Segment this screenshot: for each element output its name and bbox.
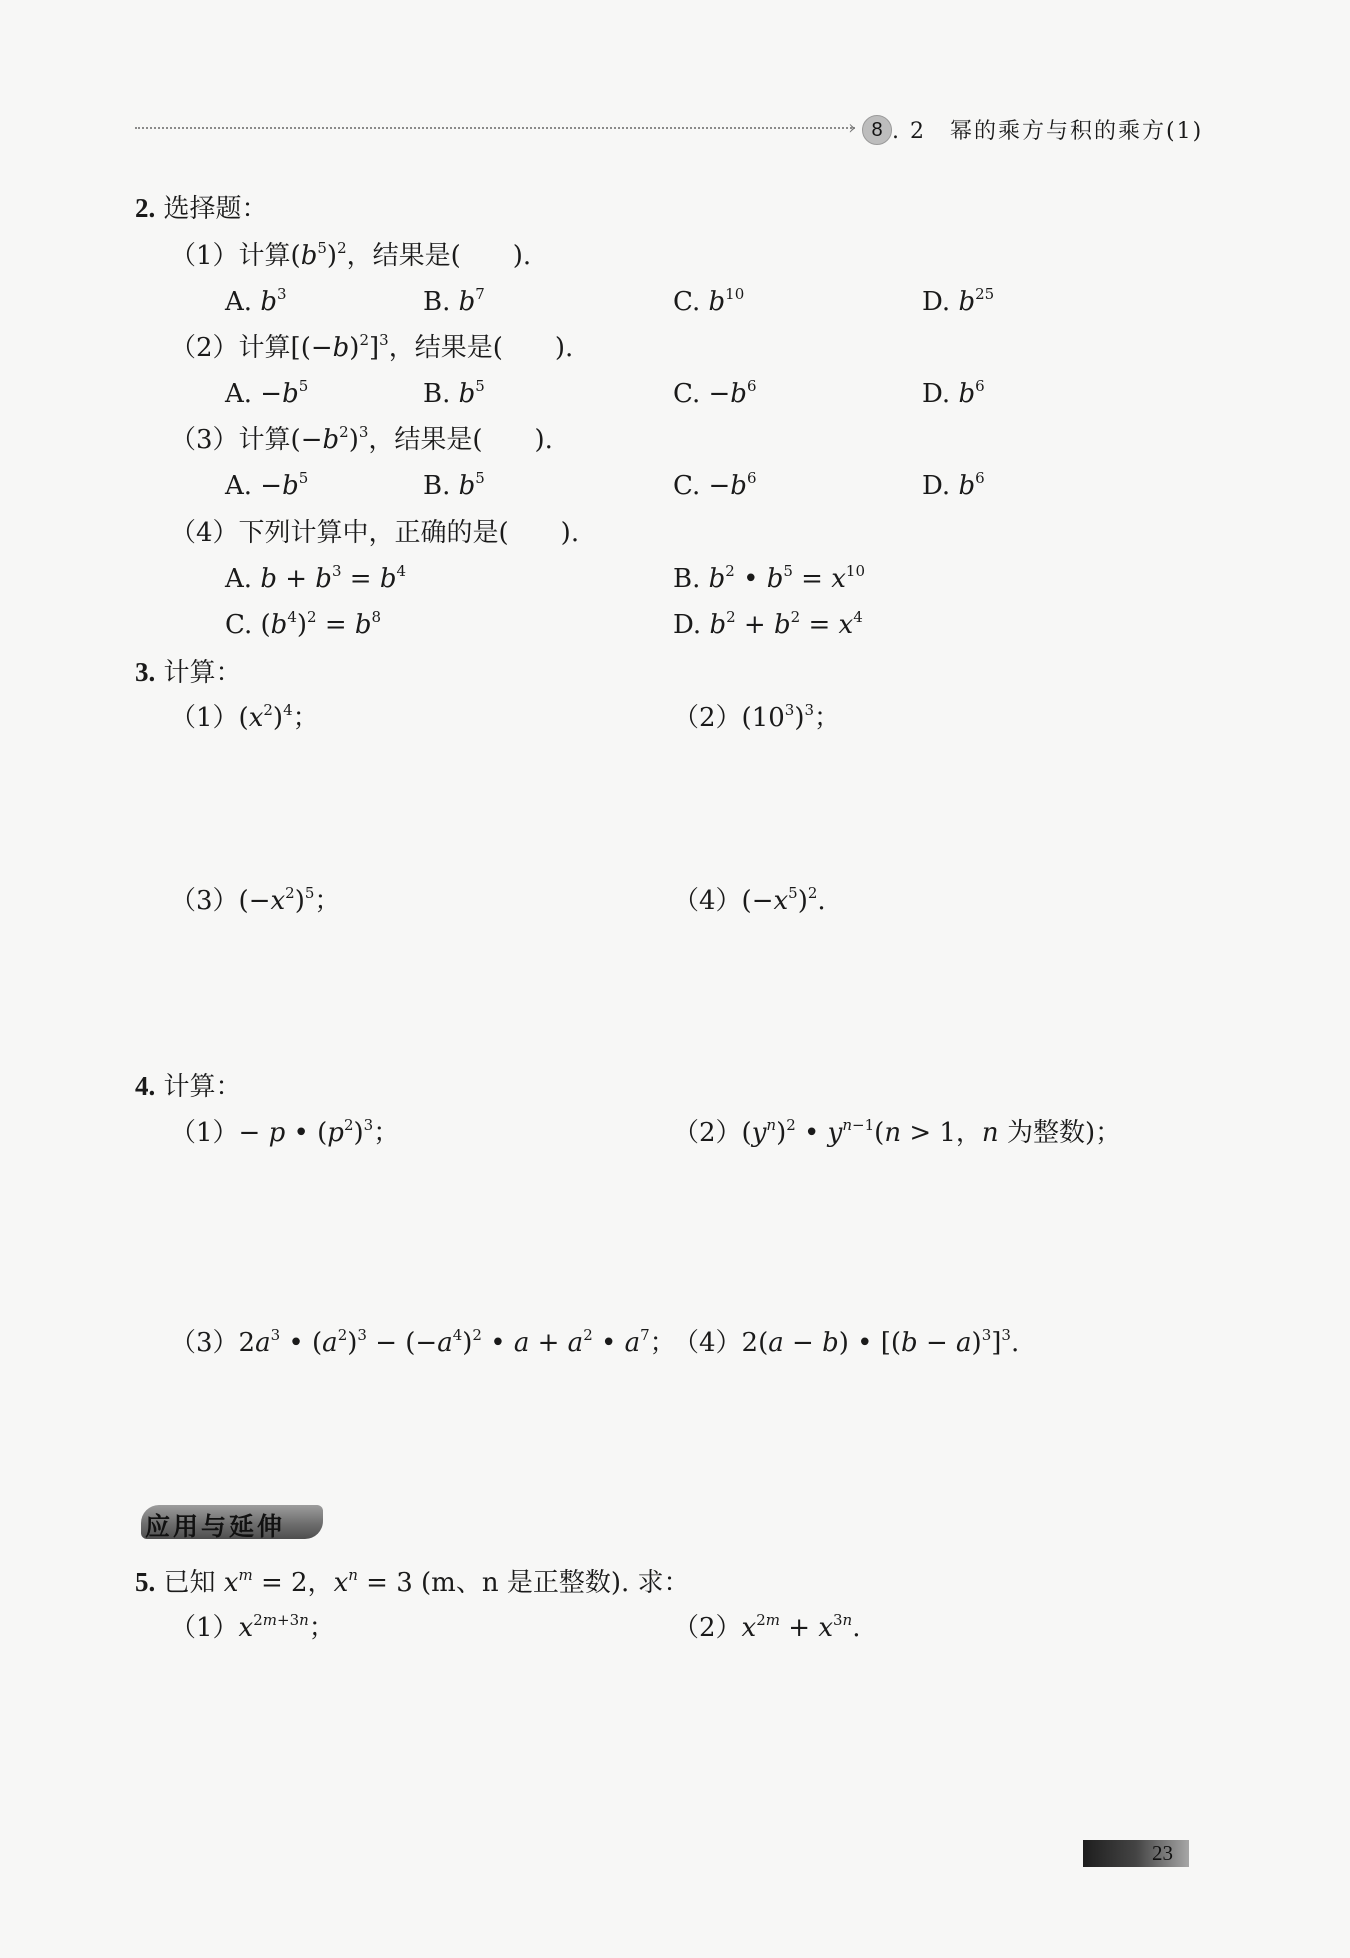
q2-3-option-d: D. $b^6$ [922, 469, 985, 501]
item-label: （4） [673, 1328, 742, 1358]
q2-3-option-c: C. $-b^6$ [673, 469, 757, 501]
q4-2: $(2)(y^n)^2$ • $y^{n-1}(n > 1$，n 为整数)； [673, 1116, 1122, 1148]
option-letter: A. [225, 564, 253, 594]
q2-2-option-c: C. $-b^6$ [673, 377, 757, 409]
item-label: （1） [170, 1613, 239, 1643]
q2-1-prefix: （1）计算 [170, 241, 291, 271]
item-label: （4） [673, 886, 742, 916]
q4-3: $(3)2a^3$ • $(a^2)^3 - (-a^4)^2$ • $a + a^2$ • $a^7$； [170, 1326, 676, 1358]
q2-1-option-a: A. $b^3$ [225, 285, 287, 317]
q2-2-option-a: A. $-b^5$ [225, 377, 309, 409]
option-letter: A. [225, 287, 253, 317]
q2-1-stem: （1）计算$(b^5)^2$，结果是( ). [170, 239, 532, 271]
q2-4-option-a: A. $b + b^3 = b^4$ [225, 562, 407, 594]
option-letter: D. [673, 610, 702, 640]
q2-3-option-b: B. $b^5$ [423, 469, 485, 501]
q2-1-option-c: C. $b^{10}$ [673, 285, 745, 317]
item-label: （3） [170, 1328, 239, 1358]
q3-number: 3. [135, 657, 156, 687]
page-number-tab [1083, 1840, 1189, 1867]
q2-heading [135, 195, 268, 222]
section-title: 幂的乘方与积的乘方(1) [950, 119, 1204, 144]
q5-stem: 5. 已知 $x^m = 2$，$x^n = 3$ (m、n 是正整数). 求： [135, 1566, 690, 1598]
q4-4: （4）2(a − b) • $[(b - a)^3]^3$. [673, 1326, 1020, 1358]
item-label: （1） [170, 703, 239, 733]
option-letter: B. [423, 379, 451, 409]
q5-2: $(2)x^{2m} + x^{3n}$. [673, 1611, 861, 1643]
q2-3-prefix: （3）计算 [170, 425, 291, 455]
q2-2-option-d: D. $b^6$ [922, 377, 985, 409]
item-label: （2） [673, 1118, 742, 1148]
q2-4-option-c: C. $(b^4)^2 = b^8$ [225, 608, 382, 640]
q2-4-stem: （4）下列计算中，正确的是( ). [170, 518, 580, 548]
option-letter: A. [225, 471, 253, 501]
option-letter: D. [922, 287, 951, 317]
item-label: （1） [170, 1118, 239, 1148]
q3-title: 计算： [163, 658, 242, 688]
option-letter: C. [673, 287, 701, 317]
q2-2-stem: （2）计算$[(-b)^2]^3$，结果是( ). [170, 331, 574, 363]
q3-2: $(2)(10^3)^3$； [673, 701, 841, 733]
option-letter: B. [673, 564, 701, 594]
header-arrow-icon: › [848, 115, 856, 139]
q2-title: 选择题： [163, 194, 268, 224]
q5-prefix: 已知 [163, 1568, 216, 1598]
section-badge-label: 应用与延伸 [145, 1512, 286, 1541]
option-letter: D. [922, 379, 951, 409]
option-letter: C. [225, 610, 253, 640]
q4-title: 计算： [163, 1072, 242, 1102]
q2-2-suffix: ，结果是( ). [388, 333, 574, 363]
q2-1-option-b: B. $b^7$ [423, 285, 485, 317]
item-label: （2） [673, 703, 742, 733]
option-letter: C. [673, 471, 701, 501]
q2-2-option-b: B. $b^5$ [423, 377, 485, 409]
q2-number: 2. [135, 193, 156, 223]
q2-3-option-a: A. $-b^5$ [225, 469, 309, 501]
section-suffix: . 2 [892, 119, 926, 144]
q2-4-option-b: B. $b^2$ • $b^5 = x^{10}$ [673, 562, 866, 594]
option-letter: C. [673, 379, 701, 409]
option-letter: A. [225, 379, 253, 409]
page-number: 23 [1152, 1841, 1173, 1865]
q3-heading [135, 659, 242, 686]
q2-4-option-d: D. $b^2 + b^2 = x^4$ [673, 608, 863, 640]
q5-number: 5. [135, 1567, 156, 1597]
q2-3-suffix: ，结果是( ). [368, 425, 553, 455]
header-rule [135, 127, 855, 129]
q4-1: （1）− p • $(p^2)^3$； [170, 1116, 400, 1148]
q3-4: $(4)(-x^5)^2$. [673, 884, 826, 916]
q2-2-prefix: （2）计算 [170, 333, 291, 363]
option-letter: B. [423, 287, 451, 317]
q2-1-suffix: ，结果是( ). [346, 241, 532, 271]
header-section-title [892, 114, 1203, 145]
option-letter: D. [922, 471, 951, 501]
q4-heading [135, 1073, 242, 1100]
q5-note: (m、n 是正整数). 求： [421, 1568, 690, 1598]
q3-3: $(3)(-x^2)^5$； [170, 884, 341, 916]
q4-2-note: 为整数)； [1006, 1118, 1122, 1148]
q4-number: 4. [135, 1071, 156, 1101]
q3-1: $(1)(x^2)^4$； [170, 701, 319, 733]
q2-1-option-d: D. $b^{25}$ [922, 285, 995, 317]
item-label: （3） [170, 886, 239, 916]
q5-1: $(1)x^{2m+3n}$； [170, 1611, 335, 1643]
item-label: （2） [673, 1613, 742, 1643]
option-letter: B. [423, 471, 451, 501]
chapter-number-badge: 8 [862, 115, 892, 145]
q2-3-stem: （3）计算$(-b^2)^3$，结果是( ). [170, 423, 553, 455]
